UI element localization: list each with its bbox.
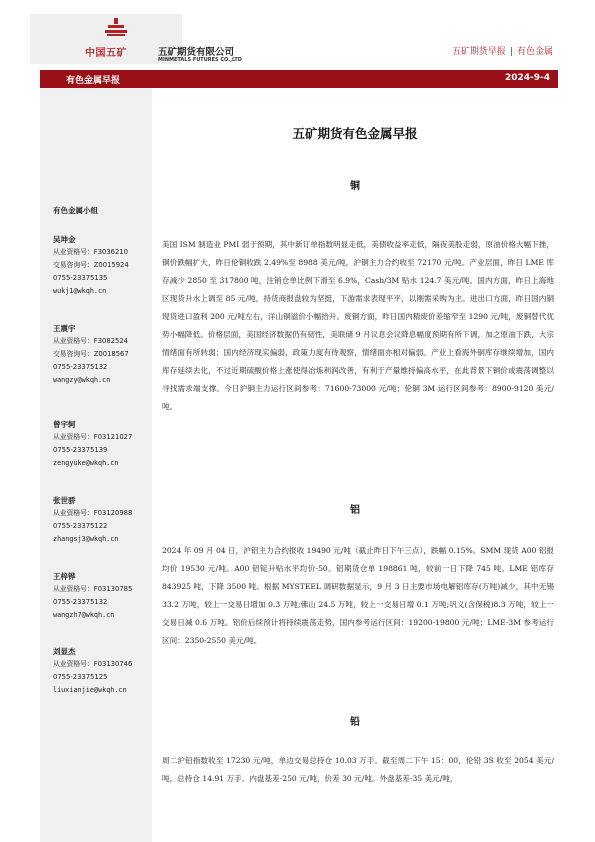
group-title: 有色金属小组 [53, 206, 98, 215]
analyst-name: 吴坤金 [53, 235, 76, 244]
analyst-phone: 0755-23375135 [53, 274, 108, 282]
analyst-qualification: 从业资格号：F3082524 [53, 337, 128, 345]
report-series-label: 五矿期货早报 [451, 47, 506, 57]
section-heading-lead: 铅 [350, 717, 360, 728]
company-name-cn: 五矿期货有限公司 [158, 47, 235, 58]
logo-text: 中国五矿 [85, 48, 127, 59]
analyst-qualification: 从业资格号：F3036210 [53, 248, 128, 256]
sidebar [40, 88, 152, 842]
analyst-email[interactable]: liuxianjie@wkqh.cn [53, 686, 127, 694]
analyst-card [53, 570, 153, 622]
logo-box [30, 14, 242, 64]
analyst-qualification: 从业资格号：F03121027 [53, 433, 133, 441]
analyst-card [53, 418, 153, 470]
analyst-card [53, 322, 153, 387]
analyst-phone: 0755-23375132 [53, 363, 108, 371]
analyst-email[interactable]: zengyuke@wkqh.cn [53, 459, 119, 467]
banner-date: 2024-9-4 [504, 73, 550, 83]
analyst-name: 张世骄 [53, 496, 76, 505]
analyst-phone: 0755-23375139 [53, 446, 108, 454]
analyst-phone: 0755-23375125 [53, 673, 108, 681]
report-category-label: 有色金属 [516, 47, 553, 57]
company-name-en: MINMETALS FUTURES CO.,LTD [158, 57, 242, 63]
minmetals-logo-icon [102, 16, 130, 38]
analyst-email[interactable]: zhangsj3@wkqh.cn [53, 535, 119, 543]
analyst-email[interactable]: wangzh7@wkqh.cn [53, 611, 115, 619]
analyst-name: 刘显杰 [53, 647, 76, 656]
analyst-name: 曾宇轲 [53, 420, 76, 429]
header-right-label [452, 44, 553, 57]
analyst-card [53, 233, 153, 298]
header-separator: | [509, 47, 513, 57]
analyst-name: 王梓铧 [53, 572, 76, 581]
document-title: 五矿期货有色金属早报 [292, 126, 418, 141]
analyst-qualification: 从业资格号：F03130746 [53, 660, 133, 668]
analyst-card [53, 494, 153, 546]
section-text-aluminum: 2024 年 09 月 04 日，沪铝主力合约报收 19490 元/吨（截止昨日下午三点），跌幅 0.15%。SMM 现货 A00 铝报均价 19530 元/吨。A00 铝锭升贴水平均价-50。铝期货仓单 198861 吨，较前一日下降 745 吨。LME 铝库存 843925 吨，下降 3500 吨。根据 MYSTEEL 调研数据显示，9 月 3 日主要市场电解铝库存(万吨)减少，其中无锡 33.2 万吨，较上一交易日增加 0.3 万吨;佛山 24.5 万吨，较上一交易日增 0.1 万吨;巩义(含保税)8.3 万吨，较上一交易日减 0.6 万吨。铝价后续预计将持续震荡走势，国内参考运行区间：19200-19800 元/吨；LME-3M 参考运行区间：2350-2550 美元/吨。 [162, 546, 554, 645]
section-text-copper: 美国 ISM 制造业 PMI 弱于预期，其中新订单指数明显走低，美债收益率走低，隔夜美股走弱，原油价格大幅下挫，铜价跌幅扩大，昨日伦铜收跌 2.49%至 8988 美元/吨，沪铜主力合约收至 72170 元/吨。产业层面，昨日 LME 库存减少 2850 至 317800 吨，注销仓单比例下滑至 6.9%，Cash/3M 贴水 124.7 美元/吨。国内方面，昨日上海地区现货升水上调至 85 元/吨，持货商报盘较为坚挺，下游需求表现平平，以刚需采购为主。进出口方面，昨日国内铜现货进口盈利 200 元/吨左右，洋山铜溢价小幅抬升。废铜方面，昨日国内精废价差缩窄至 1290 元/吨，废铜替代优势小幅降低。价格层面，美国经济数据仍有韧性，美联储 9 月议息会议降息幅度预期有所下调，加之原油下跌，大宗情绪面有所转弱；国内经济现实偏弱，政策力度有待观察，情绪面亦相对偏弱。产业上看海外铜库存继续增加，国内库存延续去化，不过近期硫酸价格上涨使得冶炼利润改善，有利于产量维持偏高水平，在此背景下铜价或震荡调整以寻找需求端支撑。今日沪铜主力运行区间参考：71600-73000 元/吨；伦铜 3M 运行区间参考：8900-9120 美元/吨。 [162, 240, 554, 411]
analyst-advisory: 交易咨询号：Z0018567 [53, 350, 129, 358]
analyst-advisory: 交易咨询号：Z0015924 [53, 261, 129, 269]
banner-title: 有色金属早报 [66, 76, 121, 86]
section-heading-copper: 铜 [350, 181, 360, 192]
analyst-qualification: 从业资格号：F03120988 [53, 509, 133, 517]
analyst-email[interactable]: wangzy@wkqh.cn [53, 376, 111, 384]
analyst-phone: 0755-23375122 [53, 522, 108, 530]
section-heading-aluminum: 铝 [350, 505, 360, 516]
analyst-email[interactable]: wukj1@wkqh.cn [53, 287, 107, 295]
section-text-lead: 周二沪铅指数收至 17230 元/吨，单边交易总持仓 10.03 万手。截至周二下午 15：00，伦铅 3S 收至 2054 美元/吨，总持仓 14.91 万手。内盘基差-250 元/吨，价差 30 元/吨。外盘基差-35 美元/吨， [162, 756, 554, 783]
analyst-name: 王震宇 [53, 324, 76, 333]
analyst-card [53, 645, 153, 697]
analyst-qualification: 从业资格号：F03130785 [53, 585, 133, 593]
page-header [0, 0, 595, 70]
title-banner [40, 70, 558, 88]
analyst-phone: 0755-23375132 [53, 598, 108, 606]
